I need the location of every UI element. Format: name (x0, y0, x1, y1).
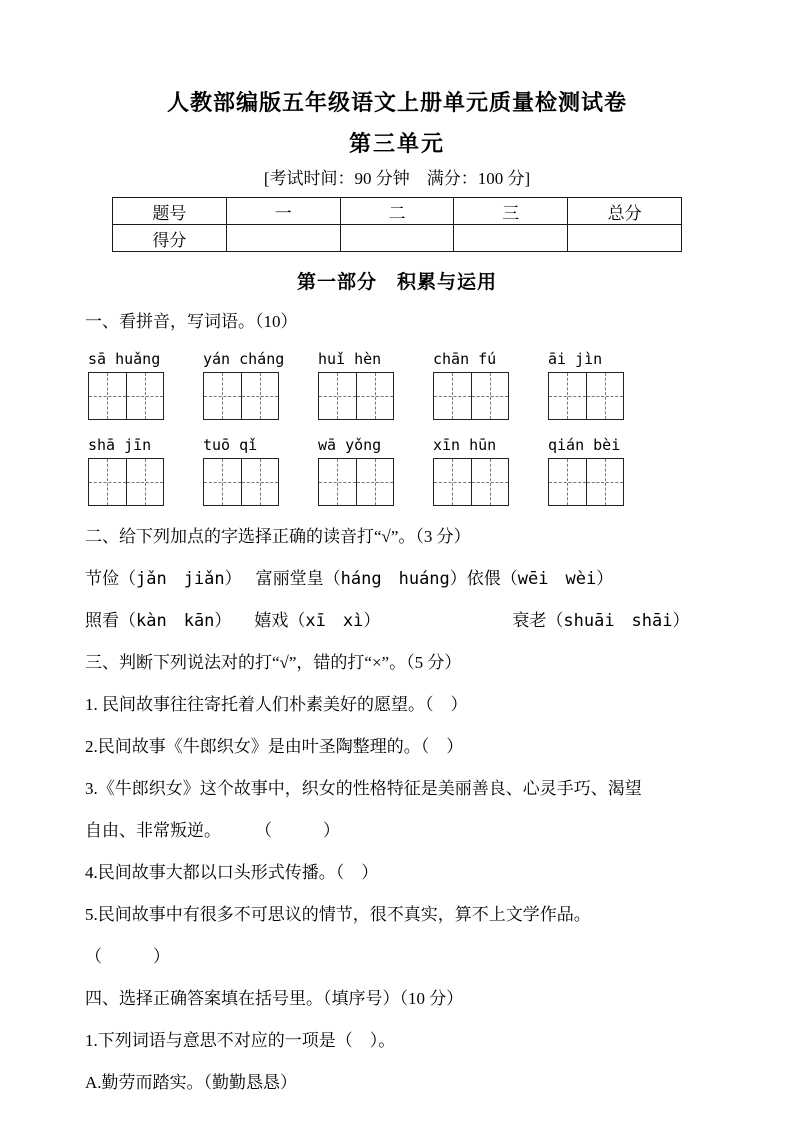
writing-cell (586, 459, 624, 505)
question-two-title: 二、给下列加点的字选择正确的读音打“√”。（3 分） (85, 527, 471, 546)
writing-cell (204, 459, 241, 505)
pinyin-label: huǐ hèn (318, 350, 382, 368)
score-table-header-cell: 二 (340, 198, 454, 225)
judgement-item-1: 1. 民间故事往往寄托着人们朴素美好的愿望。（ ） (85, 695, 468, 714)
judgement-item-5-line-1: 5.民间故事中有很多不可思议的情节，很不真实，算不上文学作品。 (85, 905, 591, 924)
writing-cell (586, 373, 624, 419)
pinyin-row-1 (88, 348, 622, 420)
choice-option-a: A.勤劳而踏实。（勤勤恳恳） (85, 1073, 298, 1092)
score-cell-empty (226, 225, 340, 252)
question-two-row-2 (85, 600, 710, 642)
question-one-title: 一、看拼音，写词语。（10） (85, 312, 298, 331)
score-table-header-cell: 一 (226, 198, 340, 225)
score-table (112, 197, 682, 252)
writing-box (318, 458, 394, 506)
pinyin-word-group (88, 348, 162, 420)
writing-cell (434, 373, 471, 419)
pinyin-word-group (433, 348, 507, 420)
writing-cell (241, 373, 279, 419)
exam-info: [考试时间：90 分钟 满分：100 分] (263, 169, 531, 188)
pinyin-row-2 (88, 434, 622, 506)
writing-cell (126, 459, 164, 505)
score-table-header-cell: 总分 (568, 198, 682, 225)
word-pronunciation-choice: 衰老（shuāi shāi） (512, 611, 690, 631)
part-one-heading: 第一部分 积累与运用 (296, 272, 497, 293)
pinyin-label: qián bèi (548, 436, 621, 454)
writing-box (203, 372, 279, 420)
writing-box (548, 458, 624, 506)
writing-cell (549, 373, 586, 419)
score-table-header-cell: 题号 (113, 198, 227, 225)
word-pronunciation-choice: 依偎（wēi wèi） (466, 569, 614, 589)
writing-cell (204, 373, 241, 419)
pinyin-word-group (318, 348, 392, 420)
writing-box (318, 372, 394, 420)
pinyin-writing-section (88, 348, 622, 506)
pinyin-label: āi jìn (548, 350, 603, 368)
score-table-header-cell: 三 (454, 198, 568, 225)
score-cell-empty (454, 225, 568, 252)
question-two-row-1 (85, 558, 710, 600)
choice-item-1: 1.下列词语与意思不对应的一项是（ ）。 (85, 1031, 396, 1050)
word-pronunciation-choice: 嬉戏（xī xì） (254, 611, 381, 631)
word-pronunciation-choice: 节俭（jǎn jiǎn） (85, 569, 242, 589)
word-pronunciation-choice: 富丽堂皇（háng huáng） (255, 569, 467, 589)
unit-title: 第三单元 (348, 131, 445, 156)
judgement-item-2: 2.民间故事《牛郎织女》是由叶圣陶整理的。（ ） (85, 737, 464, 756)
writing-box (548, 372, 624, 420)
score-table-score-row (113, 225, 682, 252)
score-table-header-row (113, 198, 682, 225)
judgement-item-5-line-2: （ ） (85, 947, 170, 966)
writing-cell (319, 373, 356, 419)
word-pronunciation-choice: 照看（kàn kān） (85, 611, 232, 631)
pinyin-word-group (203, 348, 285, 420)
writing-cell (89, 373, 126, 419)
writing-cell (241, 459, 279, 505)
question-three-title: 三、判断下列说法对的打“√”，错的打“×”。（5 分） (85, 653, 462, 672)
writing-cell (471, 459, 509, 505)
pinyin-word-group (548, 434, 622, 506)
writing-box (88, 372, 164, 420)
pinyin-word-group (318, 434, 392, 506)
pinyin-label: yán cháng (203, 350, 285, 368)
score-cell-empty (568, 225, 682, 252)
judgement-item-3-line-1: 3.《牛郎织女》这个故事中，织女的性格特征是美丽善良、心灵手巧、渴望 (85, 779, 642, 798)
judgement-item-3-line-2: 自由、非常叛逆。 （ ） (85, 821, 340, 840)
pinyin-label: tuō qǐ (203, 436, 258, 454)
writing-cell (356, 373, 394, 419)
writing-cell (126, 373, 164, 419)
pinyin-label: xīn hūn (433, 436, 497, 454)
question-four-title: 四、选择正确答案填在括号里。（填序号）（10 分） (85, 989, 464, 1008)
score-row-label: 得分 (113, 225, 227, 252)
writing-box (203, 458, 279, 506)
writing-cell (549, 459, 586, 505)
question-body-lines (85, 516, 710, 1104)
writing-cell (89, 459, 126, 505)
pinyin-word-group (203, 434, 277, 506)
pinyin-word-group (548, 348, 622, 420)
writing-box (88, 458, 164, 506)
writing-cell (471, 373, 509, 419)
pinyin-word-group (88, 434, 162, 506)
document-title: 人教部编版五年级语文上册单元质量检测试卷 (166, 90, 627, 115)
pinyin-label: wā yǒng (318, 436, 382, 454)
writing-cell (434, 459, 471, 505)
writing-cell (319, 459, 356, 505)
pinyin-label: shā jīn (88, 436, 152, 454)
pinyin-word-group (433, 434, 507, 506)
writing-box (433, 372, 509, 420)
score-cell-empty (340, 225, 454, 252)
pinyin-label: sā huǎng (88, 350, 161, 368)
pinyin-label: chān fú (433, 350, 497, 368)
judgement-item-4: 4.民间故事大都以口头形式传播。（ ） (85, 863, 379, 882)
writing-box (433, 458, 509, 506)
writing-cell (356, 459, 394, 505)
